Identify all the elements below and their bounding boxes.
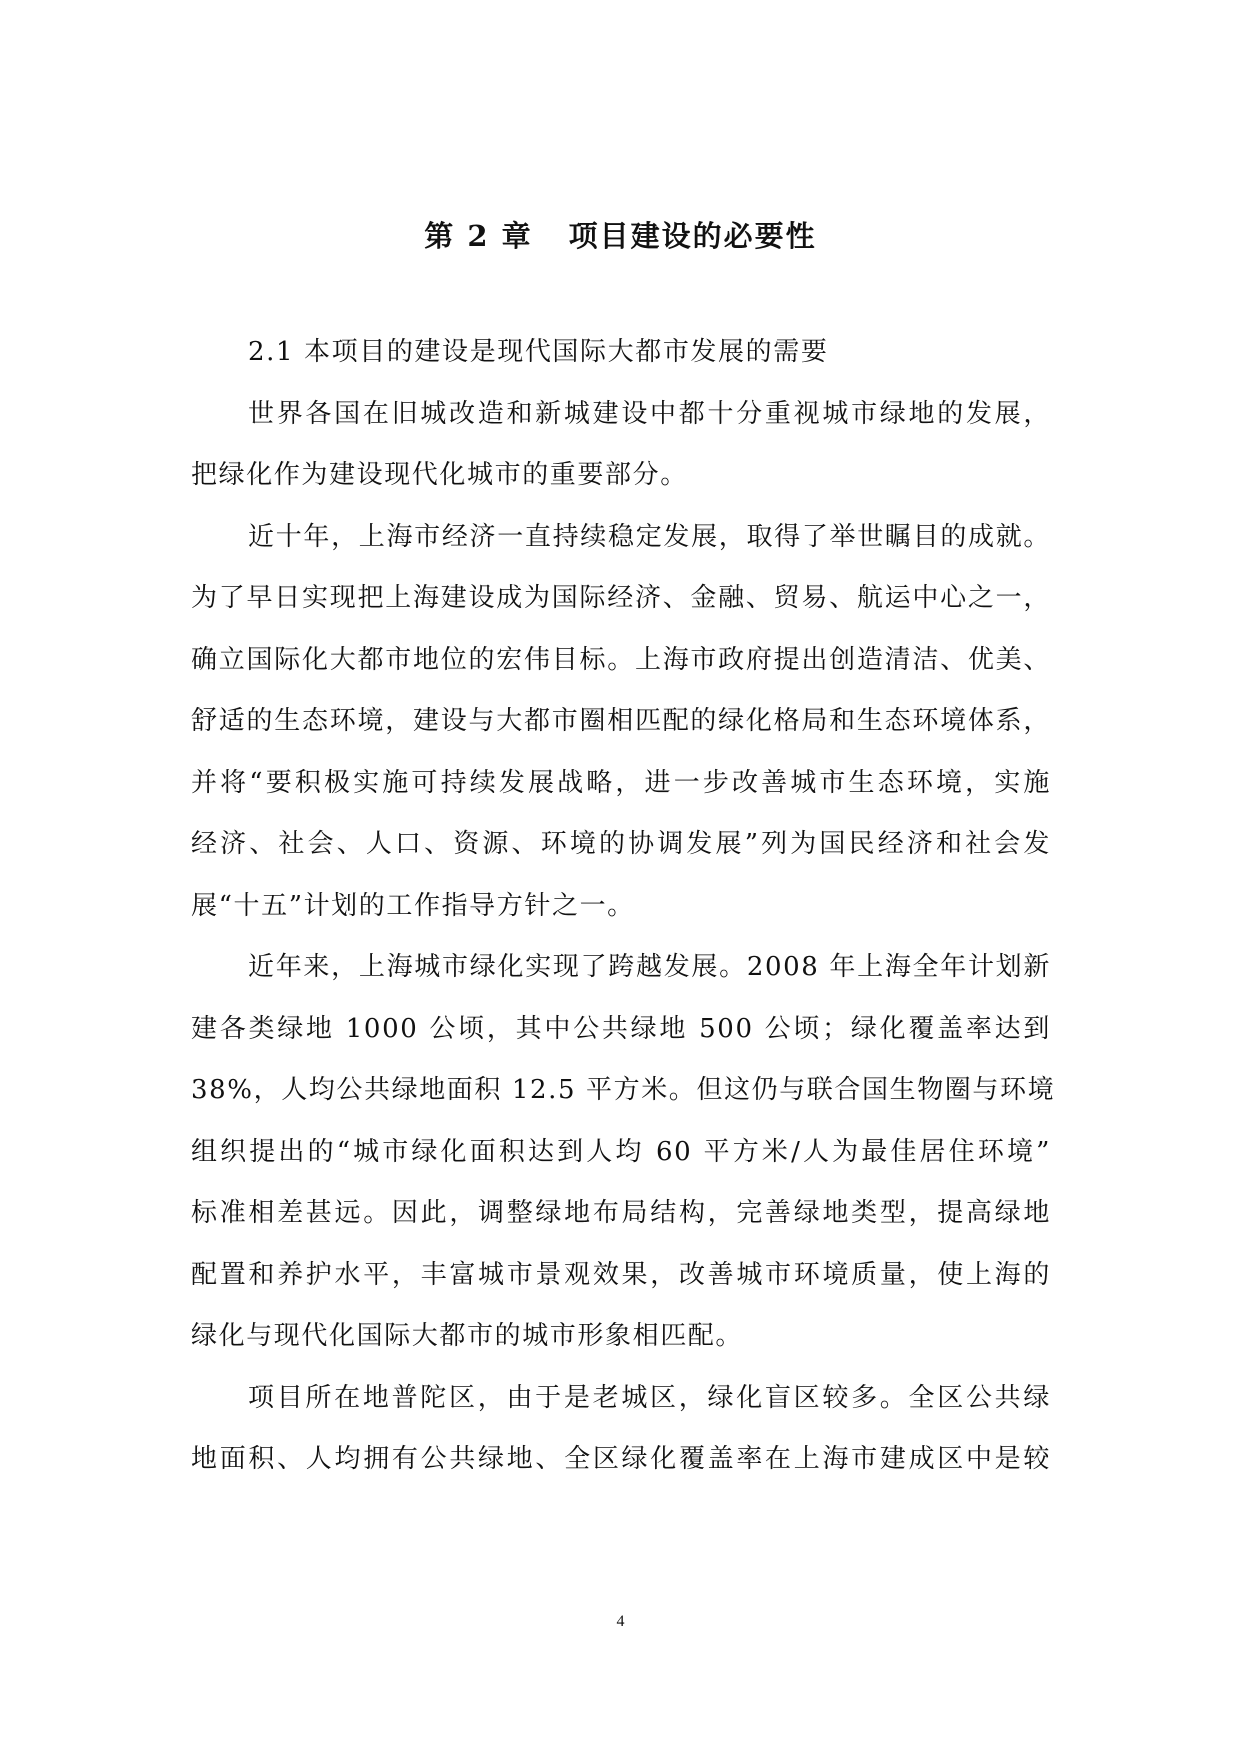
paragraph-line: 世界各国在旧城改造和新城建设中都十分重视城市绿地的发展，	[248, 398, 1051, 429]
chapter-title	[0, 216, 1241, 256]
page-number: 4	[616, 1613, 625, 1630]
paragraph-line: 舒适的生态环境，建设与大都市圈相匹配的绿化格局和生态环境体系，	[191, 706, 1051, 736]
section-heading: 2.1 本项目的建设是现代国际大都市发展的需要	[248, 337, 829, 367]
paragraph-line: 近年来，上海城市绿化实现了跨越发展。2008 年上海全年计划新	[248, 952, 1051, 982]
chapter-title-text: 项目建设的必要性	[568, 219, 817, 253]
chapter-number: 第 2 章	[424, 219, 533, 253]
paragraph-line: 绿化与现代化国际大都市的城市形象相匹配。	[191, 1321, 744, 1351]
paragraph-line: 建各类绿地 1000 公顷，其中公共绿地 500 公顷；绿化覆盖率达到	[191, 1013, 1051, 1044]
paragraph-line: 并将“要积极实施可持续发展战略，进一步改善城市生态环境，实施	[191, 767, 1051, 798]
paragraph-line: 近十年，上海市经济一直持续稳定发展，取得了举世瞩目的成就。	[248, 521, 1051, 552]
paragraph-line: 地面积、人均拥有公共绿地、全区绿化覆盖率在上海市建成区中是较	[191, 1444, 1051, 1474]
paragraph-line: 38%，人均公共绿地面积 12.5 平方米。但这仍与联合国生物圈与环境	[191, 1075, 1056, 1105]
paragraph-line: 标准相差甚远。因此，调整绿地布局结构，完善绿地类型，提高绿地	[191, 1198, 1051, 1228]
paragraph-line: 确立国际化大都市地位的宏伟目标。上海市政府提出创造清洁、优美、	[191, 644, 1051, 675]
paragraph-line: 把绿化作为建设现代化城市的重要部分。	[191, 460, 688, 490]
paragraph-line: 展“十五”计划的工作指导方针之一。	[191, 890, 635, 921]
paragraph-line: 经济、社会、人口、资源、环境的协调发展”列为国民经济和社会发	[191, 829, 1051, 859]
paragraph-line: 组织提出的“城市绿化面积达到人均 60 平方米/人为最佳居住环境”	[191, 1136, 1051, 1167]
paragraph-line: 项目所在地普陀区，由于是老城区，绿化盲区较多。全区公共绿	[248, 1382, 1051, 1413]
body-text	[191, 322, 1056, 1491]
paragraph-line: 配置和养护水平，丰富城市景观效果，改善城市环境质量，使上海的	[191, 1259, 1051, 1290]
paragraph-line: 为了早日实现把上海建设成为国际经济、金融、贸易、航运中心之一，	[191, 583, 1051, 613]
